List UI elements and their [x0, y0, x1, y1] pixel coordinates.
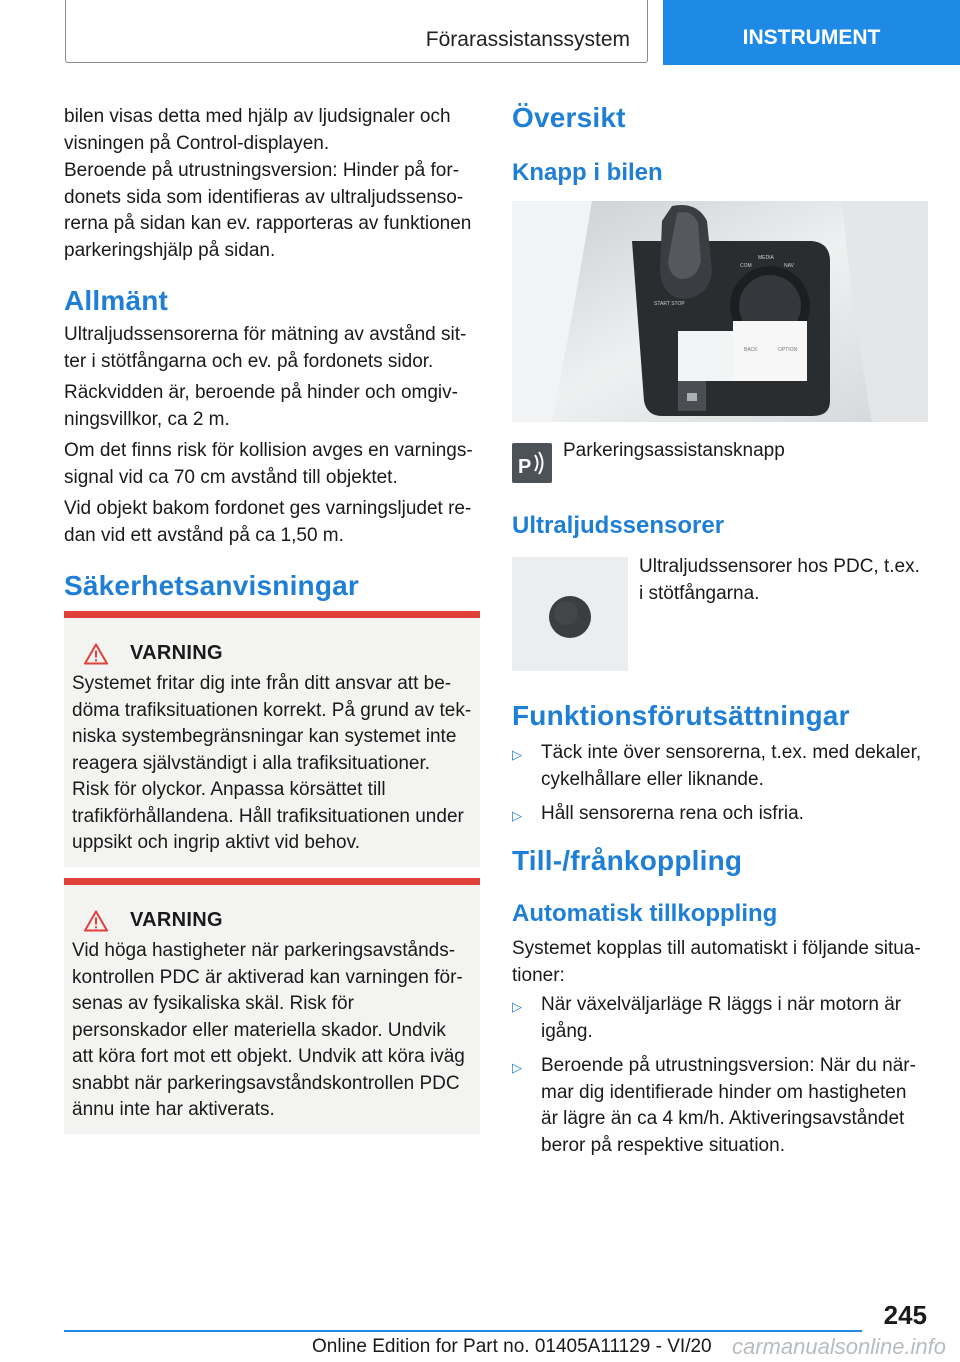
- bullet-triangle-icon: ▷: [512, 808, 522, 823]
- warning-box-1: [64, 611, 480, 867]
- allmant-paragraph-2: Räckvidden är, beroende på hinder och omgivningsvillkor, ca 2 m.: [64, 382, 458, 430]
- func-list: [512, 740, 928, 838]
- bullet-triangle-icon: ▷: [512, 1060, 522, 1075]
- auto-text: Systemet kopplas till automatiskt i följande situationer:: [512, 938, 921, 986]
- page-number: 245: [883, 1300, 927, 1330]
- footer-rule: [64, 1330, 862, 1332]
- list-item: ▷ När växelväljarläge R läggs i när motorn är igång.: [512, 992, 928, 1045]
- list-item: ▷ Täck inte över sensorerna, t.ex. med dekaler, cykelhållare eller liknande.: [512, 740, 928, 793]
- intro-paragraph-1: bilen visas detta med hjälp av ljudsignaler och visningen på Control-displayen.: [64, 106, 451, 154]
- heading-till-frankoppling: Till-/frånkoppling: [512, 845, 743, 876]
- console-back-label: BACK: [744, 347, 758, 353]
- warning-title-2: VARNING: [130, 909, 223, 931]
- console-nav-label: NAV: [784, 263, 794, 269]
- bullet-triangle-icon: ▷: [512, 747, 522, 762]
- auto-list: [512, 992, 928, 1167]
- console-media-label: MEDIA: [758, 255, 774, 261]
- heading-ultraljudssensorer: Ultraljudssensorer: [512, 512, 725, 539]
- warning-title-1: VARNING: [130, 642, 223, 664]
- list-item: ▷ Håll sensorerna rena och isfria.: [512, 801, 928, 830]
- console-start-label: START STOP: [654, 301, 685, 307]
- warning-text-1: Systemet fritar dig inte från ditt ansvar att bedöma trafiksituationen korrekt. På grund av tekniska systembegränsningar kan systemet inte reagera självständigt i alla trafiksituationer. Risk för olyckor. Anpassa körsättet till trafikförhållandena. Håll trafiksituationen under uppsikt och ingrip aktivt vid behov.: [72, 673, 472, 853]
- console-com-label: COM: [740, 263, 752, 269]
- section-title: Förarassistanssystem: [425, 28, 630, 51]
- allmant-paragraph-4: Vid objekt bakom fordonet ges varningsljudet redan vid ett avstånd på ca 1,50 m.: [64, 498, 472, 546]
- console-option-label: OPTION: [778, 347, 798, 353]
- parking-assist-button-icon: [512, 443, 552, 483]
- parking-assist-button-label: Parkeringsassistansknapp: [563, 440, 785, 461]
- sensor-photo: [512, 557, 628, 671]
- ultraljud-text: Ultraljudssensorer hos PDC, t.ex. i stötfångarna.: [639, 556, 920, 604]
- heading-funktionsforutsattningar: Funktionsförutsättningar: [512, 700, 850, 731]
- warning-box-2: [64, 878, 480, 1134]
- heading-sakerhetsanvisningar: Säkerhetsanvisningar: [64, 570, 360, 601]
- warning-triangle-icon: [84, 643, 108, 665]
- list-item: ▷ Beroende på utrustningsversion: När du närmar dig identifierade hinder om hastigheten är lägre än ca 4 km/h. Aktiveringsavståndet beror på respektive situation.: [512, 1053, 928, 1159]
- heading-allmant: Allmänt: [64, 285, 169, 316]
- allmant-paragraph-3: Om det finns risk för kollision avges en varningssignal vid ca 70 cm avstånd till objektet.: [64, 440, 473, 488]
- center-console-photo: [512, 201, 928, 422]
- chapter-tab[interactable]: INSTRUMENT: [663, 0, 960, 65]
- heading-automatisk-tillkoppling: Automatisk tillkoppling: [512, 900, 778, 927]
- heading-oversikt: Översikt: [512, 102, 626, 133]
- allmant-paragraph-1: Ultraljudssensorerna för mätning av avstånd sitter i stötfångarna och ev. på fordonets sidor.: [64, 324, 467, 372]
- bullet-triangle-icon: ▷: [512, 999, 522, 1014]
- footer-edition: Online Edition for Part no. 01405A11129 - VI/20: [312, 1336, 712, 1357]
- footer-watermark[interactable]: carmanualsonline.info: [732, 1334, 947, 1359]
- warning-text-2: Vid höga hastigheter när parkeringsavståndskontrollen PDC är aktiverad kan varningen försenas av fysikaliska skäl. Risk för personskador eller materiella skador. Undvik att köra fort mot ett objekt. Undvik att köra iväg snabbt när parkeringsavståndskontrollen PDC ännu inte har aktiverats.: [72, 940, 465, 1120]
- warning-triangle-icon: [84, 910, 108, 932]
- svg-text:P: P: [518, 456, 532, 478]
- intro-paragraph-2: Beroende på utrustningsversion: Hinder på fordonets sida som identifieras av ultraljudssensorerna på sidan kan ev. rapporteras av funktionen parkeringshjälp på sidan.: [64, 160, 472, 261]
- heading-knapp-i-bilen: Knapp i bilen: [512, 159, 663, 186]
